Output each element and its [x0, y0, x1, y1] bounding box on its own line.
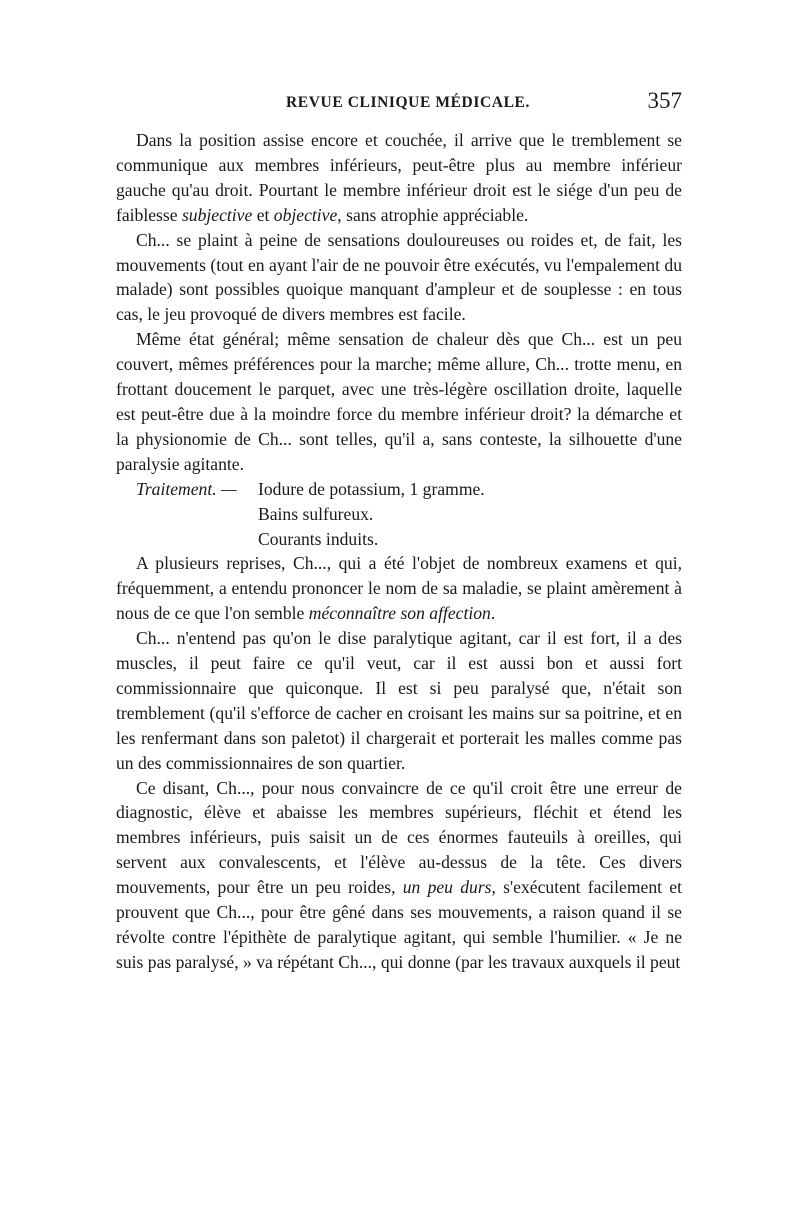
paragraph-6-text-a: Ce disant, Ch..., pour nous convaincre de ce qu'il croit être une erreur de diagnostic, élève et abaisse les membres supérieurs, fléchit et étend les membres inférieurs, puis saisit un de ces énormes fauteuils à oreilles, qui servent aux convalescents, et l'élève au-dessus de la tête. Ces divers mouvements, pour être un peu roides, — [116, 777, 682, 898]
page-body — [116, 128, 682, 975]
paragraph-6-italic: un peu durs — [402, 877, 492, 898]
paragraph-1 — [116, 128, 682, 228]
treatment-row-2 — [116, 502, 682, 527]
treatment-row-1 — [116, 477, 682, 502]
treatment-row-3 — [116, 527, 682, 552]
treatment-item: Bains sulfureux. — [258, 503, 374, 524]
paragraph-1-text-e: , sans atrophie appréciable. — [337, 204, 529, 225]
treatment-label-spacer — [116, 527, 258, 552]
paragraph-4-italic: méconnaître son affection — [308, 603, 491, 624]
treatment-item: Courants induits. — [258, 528, 379, 549]
paragraph-3: Même état général; même sensation de chaleur dès que Ch... est un peu couvert, mêmes préférences pour la marche; même allure, Ch... trotte menu, en frottant doucement le parquet, avec une très-légère oscillation droite, laquelle est peut-être due à la moindre force du membre inférieur droit? la démarche et la physionomie de Ch... sont telles, qu'il a, sans conteste, la silhouette d'une paralysie agitante. — [116, 329, 682, 474]
paragraph-4 — [116, 551, 682, 626]
paragraph-1-italic-objective: objective — [273, 204, 338, 225]
treatment-label-spacer — [116, 502, 258, 527]
paragraph-6-text-c: , s'exécutent facilement et prouvent que Ch..., pour être gêné dans ses mouvements, a raison quand il se révolte contre l'épithète de paralytique agitant, qui semble l'humilier. « Je ne suis pas paralysé, » va répétant Ch..., qui donne (par les travaux auxquels il peut — [116, 877, 682, 972]
page-header — [116, 88, 682, 124]
paragraph-4-text-c: . — [490, 603, 496, 624]
paragraph-1-italic-subjective: subjective — [181, 204, 253, 225]
paragraph-1-text-c: et — [252, 204, 274, 225]
treatment-block — [116, 477, 682, 552]
paragraph-5: Ch... n'entend pas qu'on le dise paralytique agitant, car il est fort, il a des muscles, il peut faire ce qu'il veut, car il est aussi bon et aussi fort commissionnaire que quiconque. Il est si peu paralysé que, n'était son tremblement (qu'il s'efforce de cacher en croisant les mains sur sa poitrine, et en les renfermant dans son paletot) il chargerait et porterait les malles comme pas un des commissionnaires de son quartier. — [116, 628, 682, 773]
paragraph-6 — [116, 776, 682, 975]
running-title: REVUE CLINIQUE MÉDICALE. — [286, 94, 530, 111]
treatment-item: Iodure de potassium, 1 gramme. — [258, 478, 485, 499]
paragraph-2: Ch... se plaint à peine de sensations douloureuses ou roides et, de fait, les mouvements (tout en ayant l'air de ne pouvoir être exécutés, vu l'empalement du malade) sont possibles quoique manquant d'ampleur et de souplesse : en tous cas, le jeu provoqué de divers membres est facile. — [116, 229, 682, 325]
paragraph-4-text-a: A plusieurs reprises, Ch..., qui a été l'objet de nombreux examens et qui, fréquemment, a entendu prononcer le nom de sa maladie, se plaint amèrement à nous de ce que l'on semble — [116, 553, 682, 624]
treatment-label: Traitement. — — [136, 478, 237, 499]
page-number: 357 — [647, 88, 682, 113]
paragraph-1-text-a: Dans la position assise encore et couchée, il arrive que le tremblement se communique aux membres inférieurs, peut-être plus au membre inférieur gauche qu'au droit. Pourtant le membre inférieur droit est le siége d'un peu de faiblesse — [116, 130, 682, 225]
